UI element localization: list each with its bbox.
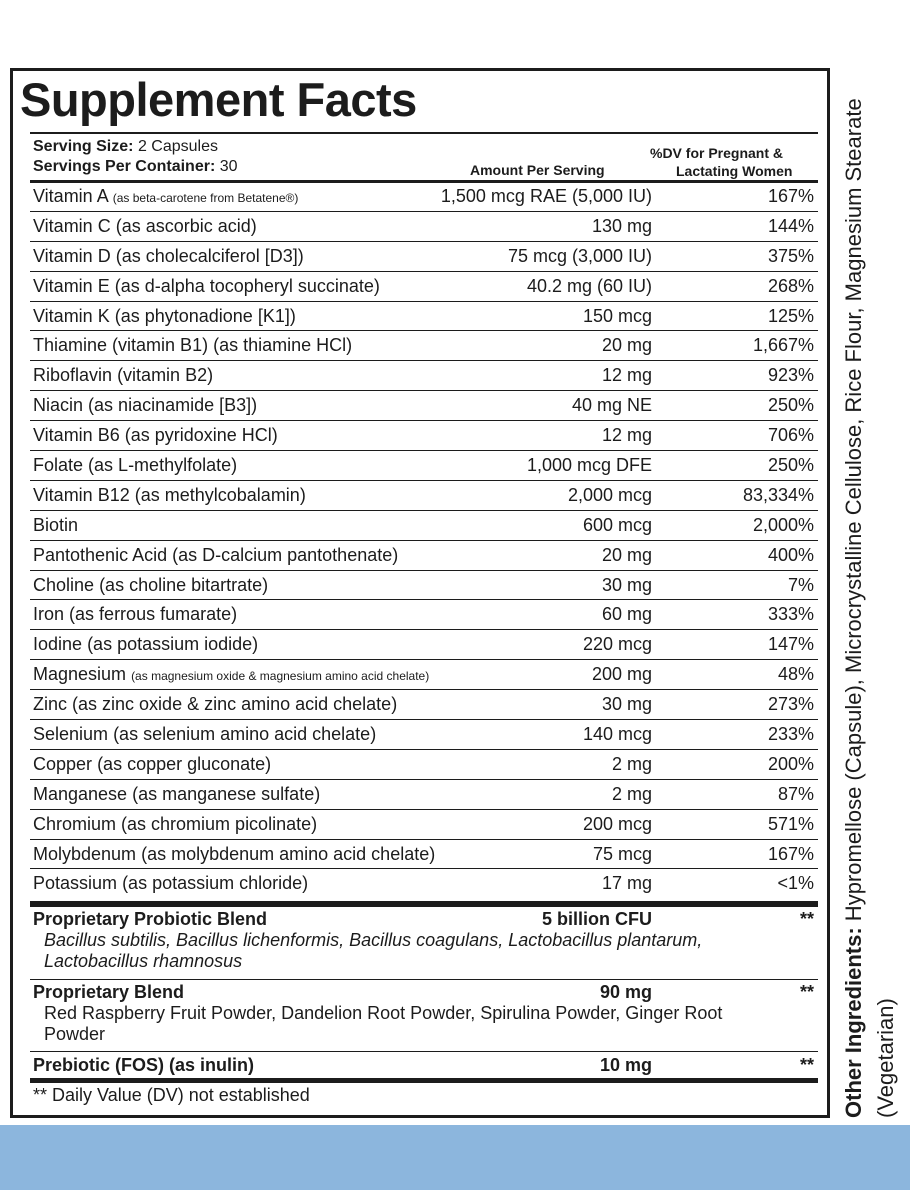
table-row — [30, 182, 818, 212]
proprietary-blend-dv: ** — [799, 982, 814, 1002]
nutrient-amount: 30 mg — [601, 694, 652, 715]
nutrient-amount: 200 mcg — [582, 813, 652, 834]
nutrient-amount: 2 mg — [611, 783, 652, 804]
divider — [30, 979, 818, 980]
nutrient-amount: 1,500 mcg RAE (5,000 IU) — [440, 186, 652, 206]
dv-header-line2: Lactating Women — [676, 163, 793, 179]
table-row — [30, 302, 818, 332]
nutrient-name-cell — [33, 212, 257, 241]
nutrient-amount: 220 mcg — [582, 634, 652, 655]
nutrient-amount: 140 mcg — [582, 724, 652, 745]
nutrient-name: Vitamin A — [33, 186, 108, 206]
table-row — [30, 481, 818, 511]
nutrient-name: Vitamin B12 — [33, 484, 130, 505]
nutrient-source: (as d-alpha tocopheryl succinate) — [114, 275, 380, 296]
table-row — [30, 660, 818, 690]
table-row — [30, 451, 818, 481]
nutrient-name: Zinc — [33, 694, 68, 715]
nutrient-name-cell — [33, 511, 78, 540]
table-row — [30, 272, 818, 302]
nutrient-name-cell — [33, 481, 306, 510]
nutrient-name: Chromium — [33, 813, 117, 834]
nutrient-dv: 7% — [787, 574, 814, 595]
nutrient-name-cell — [33, 272, 380, 301]
nutrient-name-cell — [33, 571, 268, 600]
nutrient-source: (as cholecalciferol [D3]) — [115, 245, 304, 266]
table-row — [30, 630, 818, 660]
nutrient-amount: 40 mg NE — [571, 395, 652, 416]
proprietary-blend — [30, 982, 818, 1050]
nutrient-name: Riboflavin — [33, 365, 113, 386]
nutrient-name-cell — [33, 182, 298, 213]
nutrient-name-cell — [33, 869, 308, 898]
nutrient-amount: 60 mg — [601, 604, 652, 625]
nutrient-dv: <1% — [777, 873, 814, 894]
nutrient-dv: 233% — [767, 724, 814, 745]
nutrient-name-cell — [33, 720, 376, 749]
nutrient-amount: 600 mcg — [582, 514, 652, 535]
table-row — [30, 331, 818, 361]
table-row — [30, 869, 818, 899]
prebiotic-name: Prebiotic (FOS) (as inulin) — [33, 1055, 255, 1075]
nutrient-name: Pantothenic Acid — [33, 544, 168, 565]
nutrient-source: (as potassium chloride) — [122, 873, 309, 894]
nutrient-dv: 83,334% — [742, 484, 814, 505]
nutrient-dv: 375% — [767, 245, 814, 266]
nutrient-name-cell — [33, 451, 237, 480]
divider — [30, 1051, 818, 1052]
table-row — [30, 780, 818, 810]
nutrient-name: Potassium — [33, 873, 118, 894]
nutrient-name: Choline — [33, 574, 95, 595]
nutrient-dv: 250% — [767, 395, 814, 416]
nutrient-amount: 1,000 mcg DFE — [526, 455, 652, 476]
nutrient-source: (as molybdenum amino acid chelate) — [141, 843, 436, 864]
proprietary-blend-ingredients: Red Raspberry Fruit Powder, Dandelion Root Powder, Spirulina Powder, Ginger Root Powder — [44, 1003, 723, 1044]
nutrient-name-cell — [33, 630, 258, 659]
nutrient-source: (as manganese sulfate) — [132, 783, 321, 804]
nutrient-name-cell — [33, 690, 397, 719]
nutrient-source: (as pyridoxine HCl) — [124, 425, 278, 446]
nutrient-name: Biotin — [33, 514, 79, 535]
nutrient-amount: 30 mg — [601, 574, 652, 595]
probiotic-blend-dv: ** — [799, 909, 814, 929]
divider-thick — [30, 1078, 818, 1083]
nutrient-dv: 125% — [767, 305, 814, 326]
nutrient-source: (as ferrous fumarate) — [69, 604, 238, 625]
table-row — [30, 511, 818, 541]
nutrient-source: (as niacinamide [B3]) — [88, 395, 258, 416]
nutrient-source: (as ascorbic acid) — [115, 215, 257, 236]
table-row — [30, 810, 818, 840]
table-row — [30, 840, 818, 870]
nutrient-amount: 2,000 mcg — [567, 484, 652, 505]
nutrient-source: (as selenium amino acid chelate) — [113, 724, 377, 745]
serving-size-label: Serving Size: — [33, 138, 134, 155]
blue-band — [0, 1125, 910, 1190]
nutrient-name-cell — [33, 331, 352, 360]
nutrient-amount: 12 mg — [601, 425, 652, 446]
nutrient-amount: 2 mg — [611, 753, 652, 774]
proprietary-blend-name: Proprietary Blend — [33, 982, 185, 1002]
nutrient-source: (as choline bitartrate) — [99, 574, 269, 595]
nutrient-amount: 20 mg — [601, 544, 652, 565]
nutrient-name-cell — [33, 391, 257, 420]
table-row — [30, 571, 818, 601]
nutrient-name-cell — [33, 660, 429, 691]
proprietary-blend-amount: 90 mg — [599, 982, 652, 1002]
nutrient-source: (as D-calcium pantothenate) — [172, 544, 399, 565]
serving-size — [33, 138, 218, 156]
nutrient-name: Selenium — [33, 724, 109, 745]
nutrient-dv: 1,667% — [752, 335, 814, 356]
nutrient-dv: 144% — [767, 215, 814, 236]
table-row — [30, 720, 818, 750]
nutrient-dv: 273% — [767, 694, 814, 715]
probiotic-blend — [30, 909, 818, 979]
table-row — [30, 421, 818, 451]
nutrient-amount: 12 mg — [601, 365, 652, 386]
nutrient-source: (as beta-carotene from Betatene®) — [112, 191, 299, 205]
nutrient-amount: 75 mcg — [592, 843, 652, 864]
divider — [30, 132, 818, 134]
table-row — [30, 361, 818, 391]
amount-header: Amount Per Serving — [470, 162, 605, 178]
nutrient-dv: 200% — [767, 753, 814, 774]
nutrient-table — [30, 182, 818, 899]
footnote: ** Daily Value (DV) not established — [33, 1085, 310, 1105]
nutrient-amount: 40.2 mg (60 IU) — [526, 275, 652, 296]
prebiotic-dv: ** — [799, 1055, 814, 1075]
nutrient-source: (vitamin B1) (as thiamine HCl) — [112, 335, 353, 356]
nutrient-source: (as methylcobalamin) — [134, 484, 306, 505]
nutrient-source: (vitamin B2) — [117, 365, 214, 386]
nutrient-name-cell — [33, 302, 296, 331]
table-row — [30, 541, 818, 571]
nutrient-name-cell — [33, 780, 320, 809]
nutrient-source: (as copper gluconate) — [97, 753, 272, 774]
nutrient-source: (as chromium picolinate) — [121, 813, 318, 834]
nutrient-source: (as magnesium oxide & magnesium amino acid chelate) — [131, 669, 430, 684]
nutrient-source: (as L-methylfolate) — [88, 455, 238, 476]
nutrient-name-cell — [33, 421, 278, 450]
nutrient-amount: 150 mcg — [582, 305, 652, 326]
nutrient-amount: 75 mcg (3,000 IU) — [507, 245, 652, 266]
other-ingredients-text: Hypromellose (Capsule), Microcrystalline Cellulose, Rice Flour, Magnesium Stearate (Vegetarian) — [841, 98, 898, 1118]
nutrient-amount: 17 mg — [601, 873, 652, 894]
nutrient-dv: 2,000% — [752, 514, 814, 535]
nutrient-name: Niacin — [33, 395, 84, 416]
nutrient-dv: 333% — [767, 604, 814, 625]
other-ingredients-label: Other Ingredients: — [841, 927, 866, 1118]
table-row — [30, 600, 818, 630]
nutrient-name: Vitamin B6 — [33, 425, 120, 446]
nutrient-name: Molybdenum — [33, 843, 137, 864]
probiotic-blend-ingredients: Bacillus subtilis, Bacillus lichenformis, Bacillus coagulans, Lactobacillus plantarum, Lactobacillus rhamnosus — [44, 930, 703, 971]
nutrient-name-cell — [33, 750, 271, 779]
nutrient-dv: 706% — [767, 425, 814, 446]
nutrient-name-cell — [33, 242, 304, 271]
nutrient-dv: 268% — [767, 275, 814, 296]
nutrient-dv: 250% — [767, 455, 814, 476]
servings-per-container-label: Servings Per Container: — [33, 158, 216, 175]
prebiotic-row — [30, 1055, 818, 1079]
nutrient-source: (as potassium iodide) — [87, 634, 259, 655]
nutrient-name: Folate — [33, 455, 84, 476]
table-row — [30, 212, 818, 242]
page-title: Supplement Facts — [20, 73, 417, 126]
divider-thick — [30, 901, 818, 907]
nutrient-amount: 130 mg — [591, 215, 652, 236]
nutrient-name-cell — [33, 810, 317, 839]
nutrient-name: Vitamin E — [33, 275, 110, 296]
nutrient-name-cell — [33, 541, 398, 570]
nutrient-name: Vitamin K — [33, 305, 110, 326]
nutrient-name: Vitamin C — [33, 215, 111, 236]
nutrient-dv: 87% — [777, 783, 814, 804]
nutrient-name: Magnesium — [33, 664, 127, 685]
nutrient-name: Copper — [33, 753, 93, 774]
nutrient-name: Vitamin D — [33, 245, 111, 266]
nutrient-dv: 48% — [777, 664, 814, 685]
nutrient-dv: 400% — [767, 544, 814, 565]
other-ingredients — [834, 68, 908, 1118]
nutrient-amount: 200 mg — [591, 664, 652, 685]
nutrient-name-cell — [33, 361, 213, 390]
nutrient-source: (as zinc oxide & zinc amino acid chelate) — [72, 694, 398, 715]
nutrient-name: Iron — [33, 604, 65, 625]
nutrient-name: Manganese — [33, 783, 128, 804]
table-row — [30, 391, 818, 421]
serving-size-value: 2 Capsules — [137, 138, 218, 155]
prebiotic-amount: 10 mg — [599, 1055, 652, 1075]
dv-header-line1: %DV for Pregnant & — [650, 145, 784, 161]
servings-per-container — [33, 158, 238, 176]
nutrient-dv: 147% — [767, 634, 814, 655]
servings-per-container-value: 30 — [219, 158, 238, 175]
probiotic-blend-name: Proprietary Probiotic Blend — [33, 909, 268, 929]
nutrient-dv: 923% — [767, 365, 814, 386]
nutrient-dv: 571% — [767, 813, 814, 834]
nutrient-name-cell — [33, 600, 237, 629]
table-row — [30, 750, 818, 780]
nutrient-name: Iodine — [33, 634, 83, 655]
table-row — [30, 690, 818, 720]
nutrient-dv: 167% — [767, 186, 814, 206]
probiotic-blend-amount: 5 billion CFU — [542, 909, 652, 929]
table-row — [30, 242, 818, 272]
nutrient-amount: 20 mg — [601, 335, 652, 356]
nutrient-source: (as phytonadione [K1]) — [114, 305, 296, 326]
nutrient-name-cell — [33, 840, 435, 869]
nutrient-name: Thiamine — [33, 335, 108, 356]
nutrient-dv: 167% — [767, 843, 814, 864]
